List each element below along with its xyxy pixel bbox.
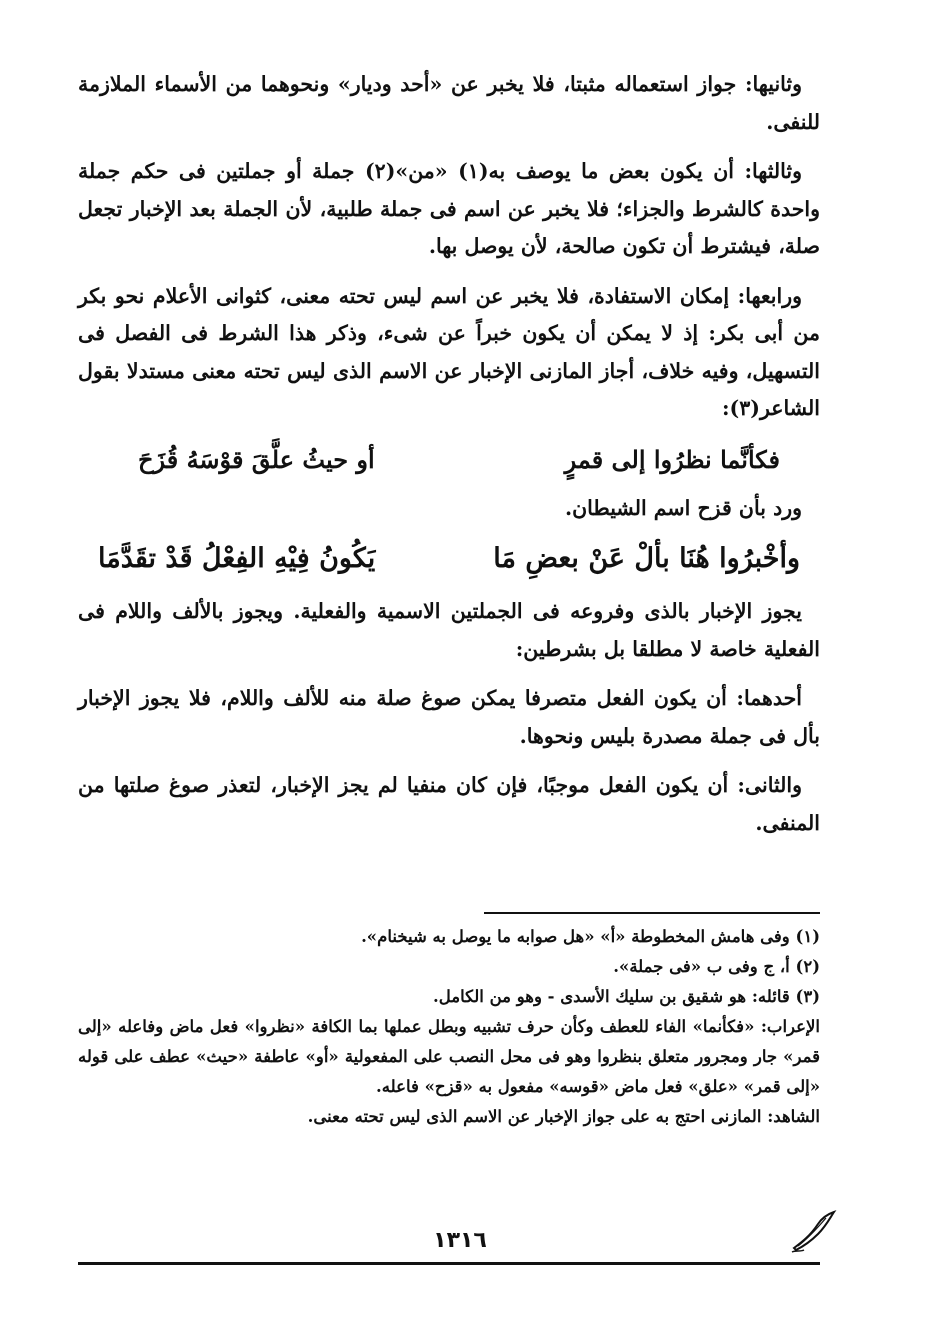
irab-label: الإعراب: (760, 1017, 820, 1036)
footnote-irab (78, 1012, 820, 1102)
verse-line-1 (138, 440, 780, 480)
irab-text: «فكأنما» الفاء للعطف وكأن حرف تشبيه وبطل عملها بما الكافة «نظروا» فعل ماض وفاعله «إلى قمر» جار ومجرور متعلق بنظروا وهو فى محل النصب على المفعولية «أو» عاطفة «حيث» عطف على قوله «إلى قمر» «علق» فعل ماض «قوسه» مفعول به «قزح» فاعله. (78, 1017, 820, 1096)
paragraph-4: يجوز الإخبار بالذى وفروعه فى الجملتين الاسمية والفعلية. ويجوز بالألف واللام فى الفعلية خاصة لا مطلقا بل بشرطين: (78, 599, 820, 661)
footnote-1: (١) وفى هامش المخطوطة «أ» «هل صوابه ما يوصل به شيخنام». (361, 927, 820, 946)
verse-1-first-hemistich: فكأنَّما نظرُوا إلى قمرٍ (564, 444, 780, 474)
paragraph-6: والثانى: أن يكون الفعل موجبًا، فإن كان منفيا لم يجز الإخبار، لتعذر صوغ صلتها من المنفى. (78, 773, 820, 835)
footnote-divider (484, 912, 820, 914)
footnote-3-label: (٣) قائله: (751, 987, 820, 1006)
page-number: ١٣١٦ (433, 1228, 487, 1253)
footnotes (78, 922, 820, 1132)
paragraph-1: وثانيها: جواز استعماله مثبتا، فلا يخبر عن «أحد وديار» ونحوهما من الأسماء الملازمة للنفى. (78, 72, 820, 134)
paragraph-after-verse: ورد بأن قزح اسم الشيطان. (564, 495, 802, 520)
footnote-shahid (78, 1102, 820, 1132)
main-text (78, 66, 820, 854)
paragraph-5: أحدهما: أن يكون الفعل متصرفا يمكن صوغ صلة منه للألف واللام، فلا يجوز الإخبار بأل فى جملة مصدرة بليس ونحوها. (78, 686, 820, 748)
verse-1-second-hemistich: أو حيثُ علَّقَ قوْسَهُ قُزَحَ (138, 444, 375, 474)
paragraph-3: ورابعها: إمكان الاستفادة، فلا يخبر عن اسم ليس تحته معنى، كثوانى الأعلام نحو بكر من أبى بكر: إذ لا يمكن أن يكون خبراً عن شىء، وذكر هذا الشرط فى الفصل فى التسهيل، وفيه خلاف، أجاز المازنى الإخبار عن الاسم الذى ليس تحته معنى مستدلا بقول الشاعر(٣): (78, 283, 820, 420)
footnote-2: (٢) أ، ج وفى ب «فى جملة». (613, 957, 820, 976)
shahid-label: الشاهد: (767, 1107, 820, 1126)
footnote-3-text: هو شقيق بن سليك الأسدى - وهو من الكامل. (433, 987, 747, 1006)
verse-line-2 (98, 539, 800, 579)
footnote-3 (78, 982, 820, 1012)
verse-2-first-hemistich: وأخْبرُوا هُنَا بألْ عَنْ بعضِ مَا (493, 543, 800, 574)
bottom-rule (78, 1262, 820, 1265)
verse-2-second-hemistich: يَكُونُ فِيْهِ الفِعْلُ قَدْ تقَدَّمَا (98, 543, 376, 574)
quill-mark-icon (788, 1206, 838, 1256)
shahid-text: المازنى احتج به على جواز الإخبار عن الاسم الذى ليس تحته معنى. (307, 1107, 762, 1126)
paragraph-2: وثالثها: أن يكون بعض ما يوصف به(١) «من»(٢) جملة أو جملتين فى حكم جملة واحدة كالشرط والجزاء؛ فلا يخبر عن اسم فى جملة طلبية، لأن الجملة بعد الإخبار تجعل صلة، فيشترط أن تكون صالحة، لأن يوصل بها. (78, 159, 820, 258)
